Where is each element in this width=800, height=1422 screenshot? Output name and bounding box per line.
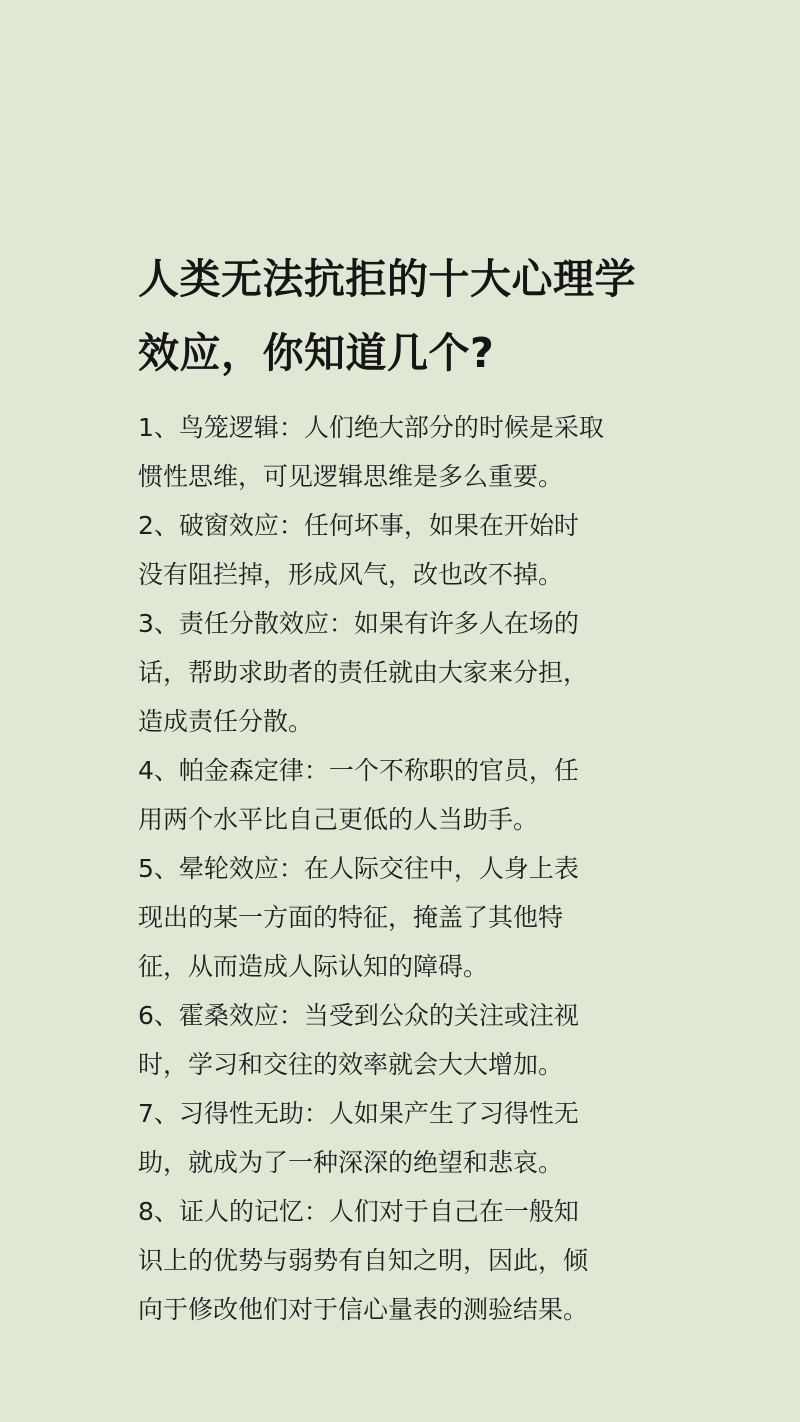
item-line: 8、证人的记忆：人们对于自己在一般知 [138,1197,579,1226]
item-line: 征，从而造成人际认知的障碍。 [138,952,489,981]
item-line: 造成责任分散。 [138,707,314,736]
list-item [138,403,678,501]
effect-list [138,403,678,1334]
article [138,242,678,1334]
list-item [138,1187,678,1334]
item-line: 3、责任分散效应：如果有许多人在场的 [138,609,579,638]
title-line: 人类无法抗拒的十大心理学 [138,255,636,303]
list-item [138,991,678,1089]
item-line: 5、晕轮效应：在人际交往中，人身上表 [138,854,579,883]
item-line: 7、习得性无助：人如果产生了习得性无 [138,1099,579,1128]
list-item [138,844,678,991]
item-line: 话，帮助求助者的责任就由大家来分担， [138,658,589,687]
item-line: 1、鸟笼逻辑：人们绝大部分的时候是采取 [138,413,604,442]
item-line: 时，学习和交往的效率就会大大增加。 [138,1050,564,1079]
article-title [138,242,678,390]
item-line: 识上的优势与弱势有自知之明，因此，倾 [138,1246,589,1275]
item-line: 2、破窗效应：任何坏事，如果在开始时 [138,511,579,540]
item-line: 向于修改他们对于信心量表的测验结果。 [138,1295,589,1324]
title-line: 效应，你知道几个? [138,329,495,377]
item-line: 没有阻拦掉，形成风气，改也改不掉。 [138,560,564,589]
list-item [138,501,678,599]
list-item [138,1089,678,1187]
item-line: 4、帕金森定律：一个不称职的官员，任 [138,756,579,785]
item-line: 用两个水平比自己更低的人当助手。 [138,805,539,834]
item-line: 6、霍桑效应：当受到公众的关注或注视 [138,1001,579,1030]
item-line: 惯性思维，可见逻辑思维是多么重要。 [138,462,564,491]
item-line: 助，就成为了一种深深的绝望和悲哀。 [138,1148,564,1177]
list-item [138,599,678,746]
item-line: 现出的某一方面的特征，掩盖了其他特 [138,903,564,932]
list-item [138,746,678,844]
